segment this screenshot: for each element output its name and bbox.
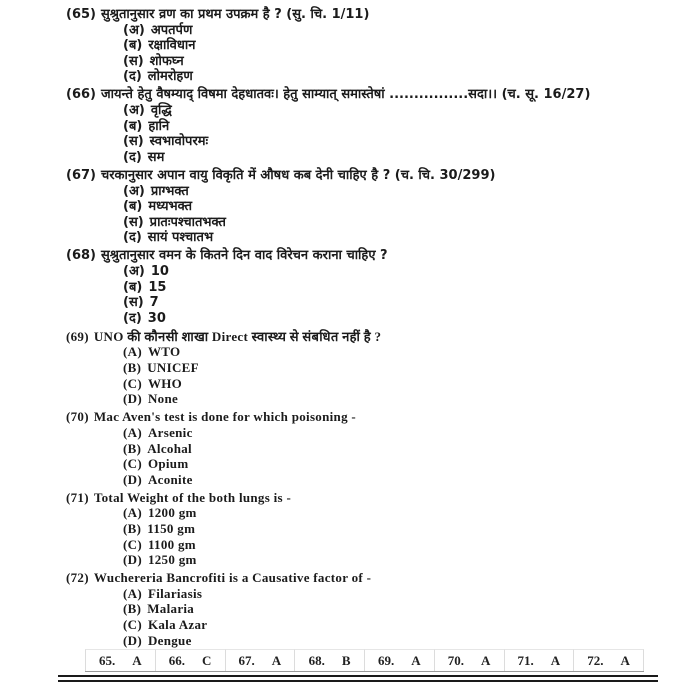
option-label: (D) (123, 632, 142, 648)
option-d (123, 230, 670, 246)
option-b (123, 521, 670, 537)
option-label: (ब) (123, 279, 143, 295)
option-label: (द) (123, 310, 142, 326)
option-c (123, 134, 670, 150)
option-d (123, 150, 670, 166)
option-label: (D) (123, 471, 142, 487)
question-number: (68) (66, 248, 96, 264)
option-d (123, 472, 670, 488)
question-65 (66, 7, 670, 85)
option-text: 1250 gm (147, 552, 197, 568)
option-d (123, 391, 670, 407)
answer-key-cell (295, 649, 365, 671)
option-label: (B) (123, 601, 142, 617)
option-c (123, 456, 670, 472)
option-d (123, 633, 670, 649)
option-a (123, 586, 670, 602)
option-d (123, 552, 670, 568)
option-b (123, 441, 670, 457)
question-number: (69) (66, 328, 89, 344)
question-66 (66, 87, 670, 165)
option-label: (स) (123, 134, 144, 150)
option-text: Filariasis (147, 585, 203, 601)
option-c (123, 215, 670, 231)
answer-key-cell (85, 649, 156, 671)
option-text: Alcohal (147, 440, 192, 456)
option-label: (अ) (123, 22, 145, 38)
answer-letter: A (620, 652, 630, 668)
question-number: (67) (66, 167, 96, 183)
question-number: (71) (66, 489, 89, 505)
option-text: हानि (148, 118, 170, 134)
option-text: सम (147, 149, 165, 165)
option-label: (B) (123, 360, 142, 376)
option-label: (स) (123, 53, 144, 69)
answer-key-row (85, 649, 644, 672)
option-label: (B) (123, 440, 142, 456)
option-label: (अ) (123, 183, 145, 199)
answer-key-cell (226, 649, 296, 671)
option-b (123, 601, 670, 617)
option-c (123, 537, 670, 553)
question-line (66, 409, 670, 425)
option-text: 1100 gm (147, 536, 196, 552)
option-text: अपतर्पण (150, 22, 193, 38)
option-a (123, 425, 670, 441)
option-text: 1150 gm (147, 521, 196, 536)
option-text: Aconite (147, 471, 193, 487)
question-67 (66, 168, 670, 246)
option-text: लोमरोहण (147, 69, 193, 85)
option-text: 10 (150, 264, 169, 279)
option-text: मध्यभक्त (148, 199, 193, 215)
option-label: (D) (123, 552, 142, 568)
answer-question-number: 72. (587, 652, 604, 668)
option-a (123, 23, 670, 39)
option-label: (B) (123, 521, 142, 536)
question-line (66, 248, 670, 264)
option-label: (C) (123, 456, 142, 472)
option-text: Dengue (147, 632, 192, 648)
question-number: (72) (66, 570, 89, 586)
option-text: WHO (147, 375, 183, 391)
option-label: (A) (123, 344, 142, 360)
option-text: Malaria (147, 601, 195, 617)
option-b (123, 280, 670, 296)
answer-question-number: 65. (99, 652, 116, 668)
question-text: UNO की कौनसी शाखा Direct स्वास्थ्य से संबधित नहीं है ? (93, 328, 382, 344)
option-label: (D) (123, 391, 142, 407)
answer-letter: B (341, 652, 351, 668)
option-c (123, 617, 670, 633)
option-text: स्वभावोपरमः (149, 134, 209, 150)
option-d (123, 311, 670, 327)
answer-letter: A (550, 652, 561, 668)
page-bottom-double-rule (58, 675, 658, 682)
option-a (123, 344, 670, 360)
question-line (66, 168, 670, 184)
question-text: सुश्रुतानुसार वमन के कितने दिन वाद विरेचन कराना चाहिए ? (100, 248, 388, 264)
question-72 (66, 570, 670, 648)
option-text: Kala Azar (147, 617, 208, 633)
option-label: (C) (123, 536, 142, 552)
answer-question-number: 70. (447, 652, 465, 668)
option-text: प्राग्भक्त (150, 183, 189, 199)
option-label: (A) (123, 585, 142, 601)
question-list (66, 7, 670, 648)
answer-key-cell (365, 649, 435, 671)
answer-question-number: 69. (378, 652, 395, 668)
question-line (66, 570, 670, 586)
option-text: 7 (149, 295, 159, 311)
option-text: 1200 gm (147, 505, 197, 521)
answer-letter: A (481, 652, 491, 668)
option-text: Arsenic (147, 424, 193, 440)
question-text: सुश्रुतानुसार व्रण का प्रथम उपक्रम है ? (सु. चि. 1/11) (100, 7, 370, 22)
question-68 (66, 248, 670, 326)
answer-key-cell (574, 649, 644, 671)
question-line (66, 87, 670, 103)
answer-key-cell (435, 649, 505, 671)
question-number: (70) (66, 409, 89, 425)
option-text: प्रातःपश्चातभक्त (149, 214, 226, 230)
answer-letter: A (271, 652, 282, 668)
answer-question-number: 66. (168, 652, 186, 668)
option-a (123, 505, 670, 521)
option-b (123, 360, 670, 376)
option-text: WTO (147, 344, 181, 360)
option-label: (A) (123, 505, 142, 521)
answer-question-number: 68. (308, 652, 325, 668)
option-b (123, 199, 670, 215)
option-label: (C) (123, 617, 142, 633)
question-text: Wuchereria Bancrofiti is a Causative factor of - (93, 570, 372, 586)
option-d (123, 69, 670, 85)
answer-key-cell (156, 649, 226, 671)
option-c (123, 54, 670, 70)
question-70 (66, 409, 670, 487)
option-label: (ब) (123, 199, 143, 215)
option-a (123, 103, 670, 119)
option-text: 30 (147, 310, 166, 326)
option-label: (C) (123, 375, 142, 391)
option-label: (अ) (123, 264, 145, 279)
question-line (66, 329, 670, 345)
option-c (123, 295, 670, 311)
question-number: (65) (66, 7, 96, 22)
question-71 (66, 490, 670, 568)
question-text: Total Weight of the both lungs is - (93, 489, 292, 505)
answer-letter: A (132, 652, 142, 668)
answer-question-number: 71. (517, 652, 534, 668)
answer-question-number: 67. (238, 652, 255, 668)
option-label: (द) (123, 230, 142, 246)
option-label: (अ) (123, 103, 145, 119)
option-c (123, 376, 670, 392)
option-label: (ब) (123, 38, 143, 54)
question-69 (66, 329, 670, 407)
option-b (123, 38, 670, 54)
answer-letter: A (411, 652, 421, 668)
option-text: 15 (148, 279, 167, 295)
option-label: (ब) (123, 118, 143, 134)
option-label: (स) (123, 295, 144, 311)
question-line (66, 490, 670, 506)
option-text: UNICEF (147, 360, 199, 376)
question-text: चरकानुसार अपान वायु विकृति में औषध कब देनी चाहिए है ? (च. चि. 30/299) (100, 167, 496, 183)
question-text: Mac Aven's test is done for which poisoning - (93, 409, 357, 425)
question-number: (66) (66, 87, 96, 103)
option-text: Opium (147, 456, 189, 472)
option-text: रक्षाविधान (148, 38, 196, 54)
option-label: (स) (123, 214, 144, 230)
option-label: (द) (123, 69, 142, 85)
answer-key-cell (505, 649, 575, 671)
option-label: (A) (123, 424, 142, 440)
answer-letter: C (202, 652, 212, 668)
option-b (123, 119, 670, 135)
option-label: (द) (123, 149, 142, 165)
option-text: सायं पश्चातभ (147, 230, 214, 246)
option-a (123, 264, 670, 280)
question-text: जायन्ते हेतु वैषम्याद् विषमा देहधातवः। हेतु साम्यात् समास्तेषां ................सदा।। (च. सू. 16/27) (100, 87, 591, 103)
option-text: वृद्धि (150, 103, 172, 119)
option-a (123, 184, 670, 200)
question-line (66, 7, 670, 23)
option-text: None (147, 391, 179, 407)
option-text: शोफघ्न (149, 53, 184, 69)
